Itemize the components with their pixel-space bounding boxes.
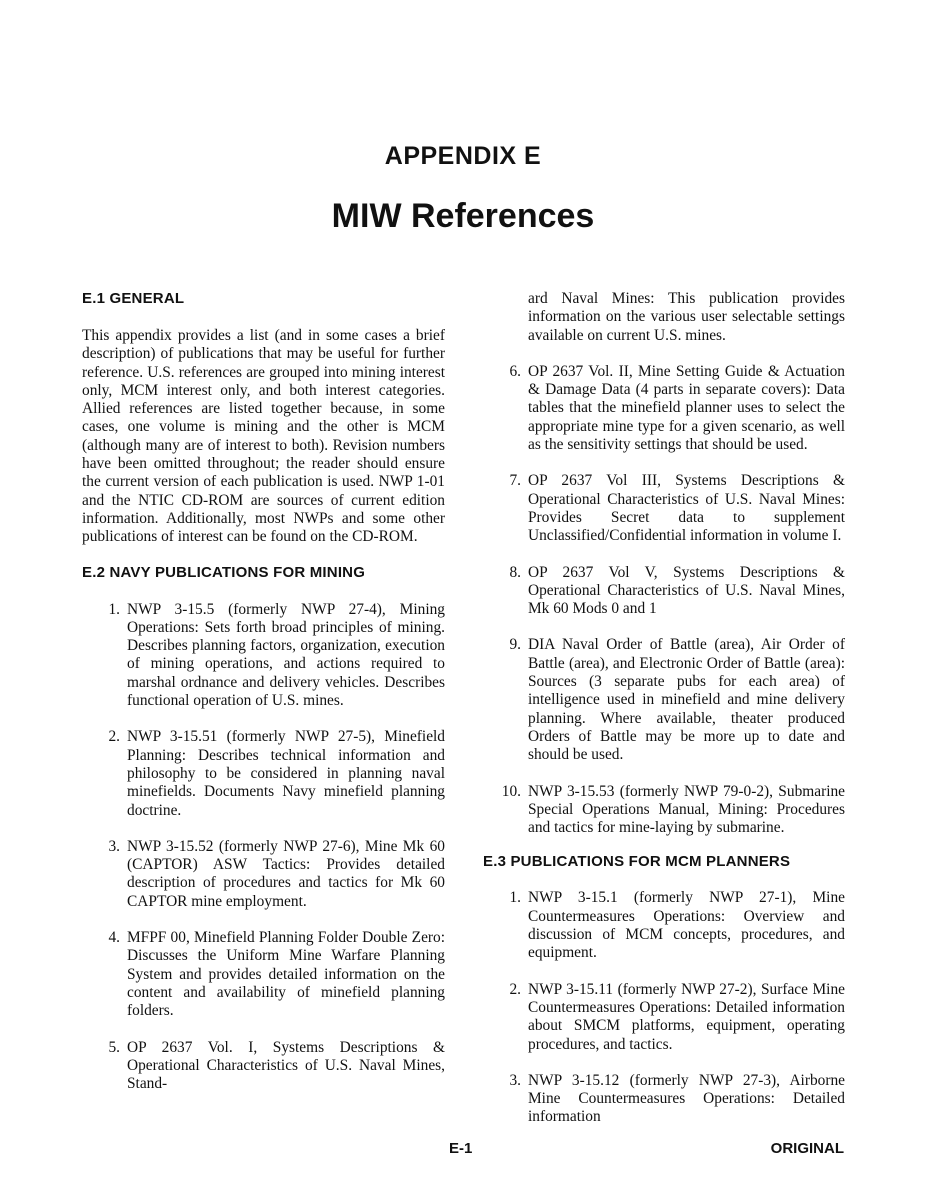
list-item-text: NWP 3-15.51 (formerly NWP 27-5), Minefield Planning: Describes technical information and philosophy to be considered in planning naval minefields. Documents Navy minefield planning doctrine. bbox=[127, 728, 445, 819]
mining-publications-list-continued bbox=[483, 363, 845, 838]
list-item-text: NWP 3-15.1 (formerly NWP 27-1), Mine Countermeasures Operations: Overview and discussion of MCM concepts, procedures, and equipment. bbox=[528, 889, 845, 962]
list-item-number: 3. bbox=[509, 1071, 521, 1089]
list-item bbox=[483, 363, 845, 454]
list-item-number: 4. bbox=[108, 929, 120, 947]
appendix-label: APPENDIX E bbox=[384, 142, 542, 170]
list-item bbox=[483, 472, 845, 545]
list-item-text: OP 2637 Vol V, Systems Descriptions & Operational Characteristics of U.S. Naval Mines, Mk 60 Mods 0 and 1 bbox=[528, 563, 845, 618]
list-item bbox=[82, 728, 445, 819]
list-item bbox=[82, 1039, 445, 1094]
list-item bbox=[82, 929, 445, 1020]
list-item-text: DIA Naval Order of Battle (area), Air Order of Battle (area), and Electronic Order of Battle (area): Sources (3 separate pubs for each area) of intelligence used in minefield and mine delivery planning. Where available, theater produced Orders of Battle may be more up to date and should be used. bbox=[528, 636, 845, 764]
mining-publications-list bbox=[82, 601, 445, 1094]
list-item-number: 1. bbox=[108, 600, 120, 618]
list-item-text: MFPF 00, Minefield Planning Folder Double Zero: Discusses the Uniform Mine Warfare Planning System and provides detailed information on the content and availability of minefield planning folders. bbox=[127, 929, 445, 1020]
document-status: ORIGINAL bbox=[770, 1140, 844, 1157]
list-item-continuation bbox=[483, 290, 845, 345]
list-item bbox=[82, 838, 445, 911]
list-item bbox=[483, 636, 845, 764]
list-item-text: NWP 3-15.5 (formerly NWP 27-4), Mining Operations: Sets forth broad principles of mining. Describes planning factors, organization, execution of mining operations, and actions required to marshal ordnance and delivery vehicles. Describes functional operation of U.S. mines. bbox=[127, 600, 445, 710]
section-heading-e1: E.1 GENERAL bbox=[82, 290, 185, 307]
list-item-text: OP 2637 Vol. II, Mine Setting Guide & Actuation & Damage Data (4 parts in separate covers): Data tables that the minefield planner uses to select the appropriate mine type for a given scenario, as well as the sensitivity settings that should be used. bbox=[528, 362, 845, 454]
list-item bbox=[483, 783, 845, 838]
list-item bbox=[82, 601, 445, 711]
continuation-text: ard Naval Mines: This publication provides information on the various user selectable settings available on current U.S. mines. bbox=[528, 290, 845, 344]
list-item-number: 5. bbox=[108, 1038, 120, 1056]
list-item bbox=[483, 564, 845, 619]
list-item-number: 8. bbox=[509, 563, 521, 581]
page-number: E-1 bbox=[449, 1140, 473, 1157]
list-item bbox=[483, 889, 845, 962]
right-column bbox=[483, 290, 845, 1127]
list-item-number: 2. bbox=[108, 728, 120, 746]
list-item-text: NWP 3-15.52 (formerly NWP 27-6), Mine Mk 60 (CAPTOR) ASW Tactics: Provides detailed description of procedures and tactics for Mk 60 CAPTOR mine employment. bbox=[127, 837, 445, 910]
list-item-text: NWP 3-15.12 (formerly NWP 27-3), Airborne Mine Countermeasures Operations: Detailed information bbox=[528, 1071, 845, 1126]
list-item-number: 10. bbox=[501, 782, 521, 800]
mcm-publications-list bbox=[483, 889, 845, 1126]
list-item bbox=[483, 1072, 845, 1127]
list-item-number: 6. bbox=[509, 362, 521, 380]
section-heading-e2: E.2 NAVY PUBLICATIONS FOR MINING bbox=[82, 563, 366, 581]
list-item-number: 3. bbox=[108, 837, 120, 855]
page-title: MIW References bbox=[331, 197, 595, 235]
list-item-text: NWP 3-15.11 (formerly NWP 27-2), Surface Mine Countermeasures Operations: Detailed information about SMCM platforms, equipment, operating procedures, and tactics. bbox=[528, 980, 845, 1053]
list-item-number: 9. bbox=[509, 636, 521, 654]
list-item-text: OP 2637 Vol. I, Systems Descriptions & Operational Characteristics of U.S. Naval Mines, Stand- bbox=[127, 1038, 445, 1093]
list-item-number: 1. bbox=[509, 889, 521, 907]
list-item bbox=[483, 981, 845, 1054]
list-item-number: 7. bbox=[509, 472, 521, 490]
left-column bbox=[82, 290, 445, 1093]
list-item-text: NWP 3-15.53 (formerly NWP 79-0-2), Submarine Special Operations Manual, Mining: Procedures and tactics for mine-laying by submarine. bbox=[528, 782, 845, 837]
general-paragraph: This appendix provides a list (and in some cases a brief description) of publications that may be useful for further reference. U.S. references are grouped into mining interest only, MCM interest only, and both interest categories. Allied references are listed together because, in some cases, one volume is mining and the other is MCM (although many are of interest to both). Revision numbers have been omitted throughout; the reader should ensure the current version of each publication is used. NWP 1-01 and the NTIC CD-ROM are sources of current edition information. Additionally, most NWPs and some other publications of interest can be found on the CD-ROM. bbox=[82, 327, 445, 546]
list-item-number: 2. bbox=[509, 980, 521, 998]
list-item-text: OP 2637 Vol III, Systems Descriptions & Operational Characteristics of U.S. Naval Mines: Provides Secret data to supplement Unclassified/Confidential information in volume I. bbox=[528, 472, 845, 545]
section-heading-e3: E.3 PUBLICATIONS FOR MCM PLANNERS bbox=[483, 853, 791, 871]
